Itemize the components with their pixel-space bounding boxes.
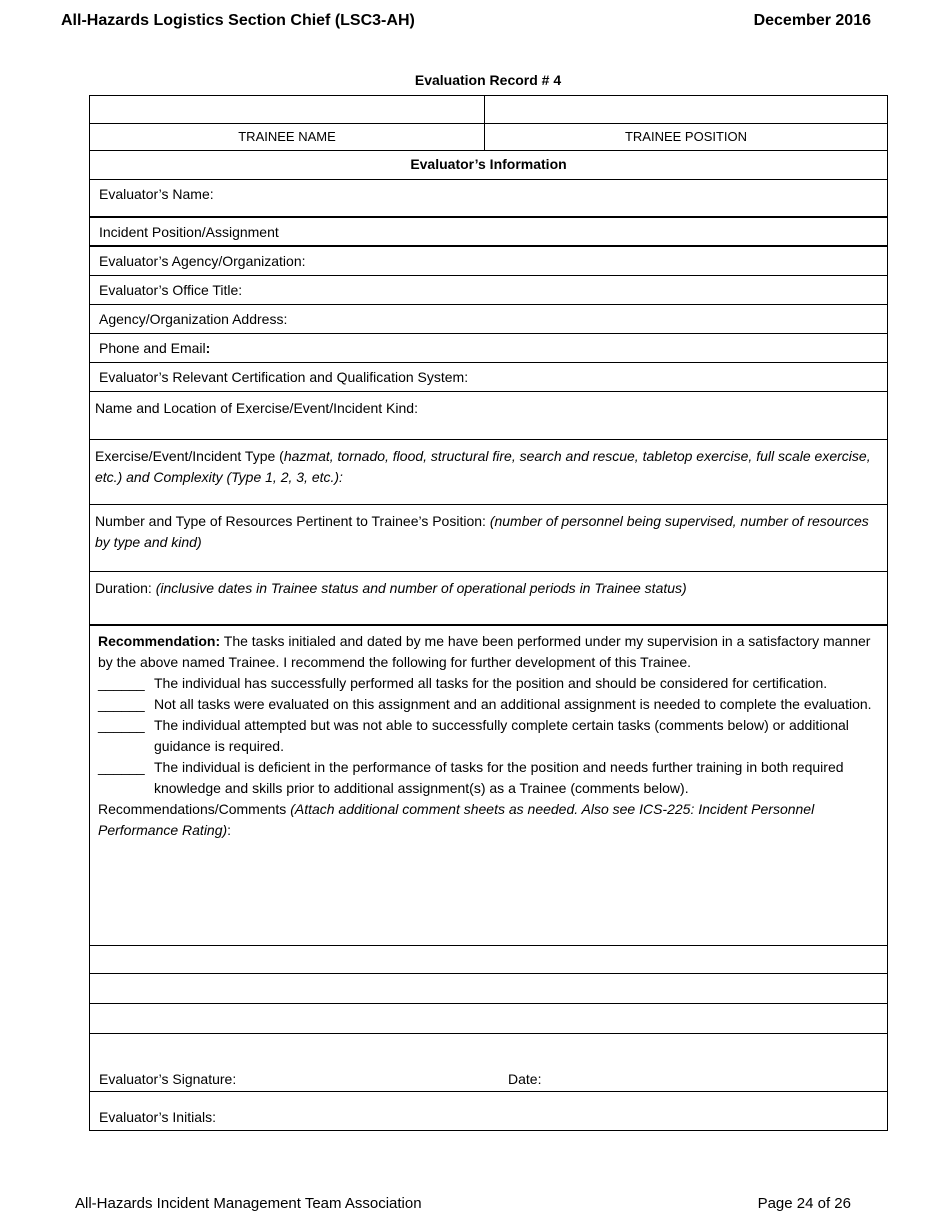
document-date: December 2016 — [753, 12, 871, 29]
certification-label: Evaluator’s Relevant Certification and Qualification System: — [99, 369, 469, 385]
exercise-name-label: Name and Location of Exercise/Event/Incident Kind: — [95, 400, 418, 416]
comment-line[interactable] — [89, 974, 888, 1004]
evaluator-name-field[interactable] — [89, 180, 888, 218]
comments-label: Recommendations/Comments (Attach additional comment sheets as needed. Also see ICS-225: Incident Personnel Performance Rating): — [98, 801, 815, 838]
recommendation-text — [98, 631, 879, 841]
trainee-name-label: TRAINEE NAME — [90, 124, 485, 150]
trainee-position-field[interactable] — [485, 96, 887, 123]
duration-label: Duration: (inclusive dates in Trainee status and number of operational periods in Trainee status) — [95, 580, 687, 596]
exercise-name-field[interactable] — [89, 392, 888, 440]
office-title-field[interactable] — [89, 276, 888, 305]
signature-row[interactable] — [89, 1034, 888, 1092]
agency-field[interactable] — [89, 247, 888, 276]
date-label: Date: — [508, 1071, 542, 1087]
comment-line[interactable] — [89, 946, 888, 974]
address-field[interactable] — [89, 305, 888, 334]
incident-position-label: Incident Position/Assignment — [99, 224, 279, 240]
evaluator-name-label: Evaluator’s Name: — [99, 186, 214, 202]
exercise-type-label: Exercise/Event/Incident Type (hazmat, tornado, flood, structural fire, search and rescue, tabletop exercise, full scale exercise, etc.) and Complexity (Type 1, 2, 3, etc.): — [95, 448, 871, 485]
signature-label: Evaluator’s Signature: — [99, 1071, 237, 1087]
trainee-position-label: TRAINEE POSITION — [624, 129, 748, 144]
document-title: All-Hazards Logistics Section Chief (LSC3-AH) — [61, 12, 415, 29]
address-label: Agency/Organization Address: — [99, 311, 288, 327]
footer-page-number: Page 24 of 26 — [757, 1195, 851, 1212]
evaluator-section-title: Evaluator’s Information — [89, 151, 888, 180]
resources-label: Number and Type of Resources Pertinent to Trainee’s Position: (number of personnel being supervised, number of resources by type and kind) — [95, 513, 869, 550]
recommendation-option[interactable]: ______ The individual has successfully performed all tasks for the position and should be considered for certification. — [98, 675, 828, 691]
trainee-entry-row — [89, 95, 888, 124]
footer-org: All-Hazards Incident Management Team Association — [75, 1195, 422, 1212]
recommendation-intro: Recommendation: The tasks initialed and dated by me have been performed under my supervision in a satisfactory manner by the above named Trainee. I recommend the following for further development of this Trainee. — [98, 633, 871, 670]
initials-row[interactable] — [89, 1092, 888, 1131]
duration-field[interactable] — [89, 572, 888, 626]
phone-email-label: Phone and Email: — [99, 340, 211, 356]
trainee-name-field[interactable] — [90, 96, 485, 123]
resources-field[interactable] — [89, 505, 888, 572]
incident-position-field[interactable] — [89, 218, 888, 247]
recommendation-option[interactable]: ______ The individual attempted but was not able to successfully complete certain tasks (comments below) or additional guidance is required. — [98, 717, 849, 754]
trainee-label-row — [89, 124, 888, 151]
phone-email-field[interactable] — [89, 334, 888, 363]
record-title: Evaluation Record # 4 — [414, 72, 562, 88]
agency-label: Evaluator’s Agency/Organization: — [99, 253, 306, 269]
exercise-type-field[interactable] — [89, 440, 888, 505]
certification-field[interactable] — [89, 363, 888, 392]
recommendation-option[interactable]: ______ The individual is deficient in the performance of tasks for the position and needs further training in both required knowledge and skills prior to additional assignment(s) as a Trainee (comments below). — [98, 759, 844, 796]
recommendation-option[interactable]: ______ Not all tasks were evaluated on this assignment and an additional assignment is needed to complete the evaluation. — [98, 696, 872, 712]
office-title-label: Evaluator’s Office Title: — [99, 282, 243, 298]
recommendation-section — [89, 626, 888, 946]
initials-label: Evaluator’s Initials: — [99, 1109, 216, 1125]
evaluation-form — [89, 95, 888, 1131]
comment-line[interactable] — [89, 1004, 888, 1034]
